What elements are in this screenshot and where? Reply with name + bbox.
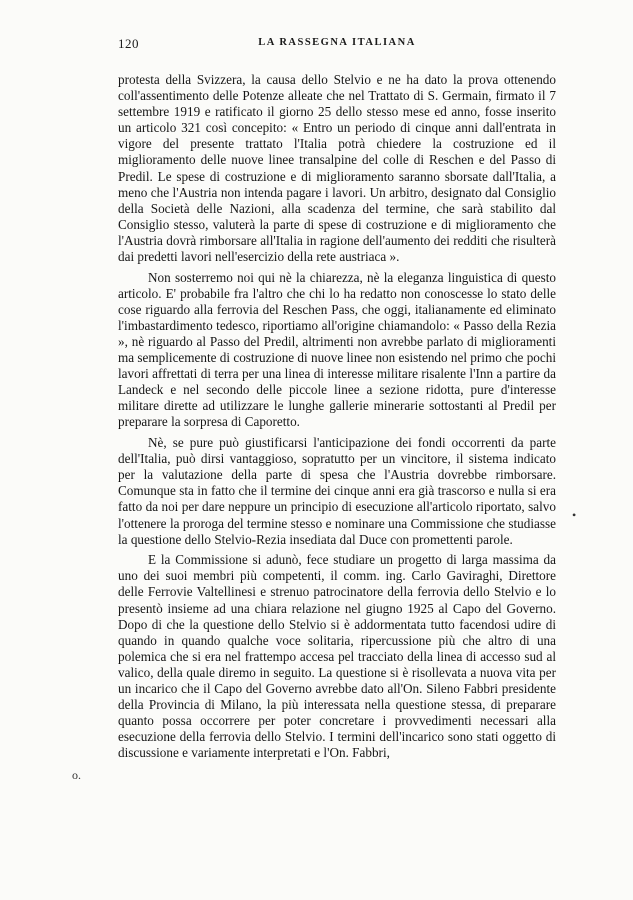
paragraph-continuation: protesta della Svizzera, la causa dello Stelvio e ne ha dato la prova ottenendo coll'assentimento delle Potenze alleate che nel Trattato di S. Germain, firmato il 7 settembre 1919 e ratificato il giorno 25 dello stesso mese ed anno, fosse inserito un articolo 321 così concepito: « Entro un periodo di cinque anni dall'entrata in vigore del presente trattato l'Italia potrà chiedere la costruzione ed il miglioramento delle nuove linee transalpine del colle di Reschen e del Passo di Predil. Le spese di costruzione e di miglioramento saranno sborsate dall'Italia, a meno che l'Austria non intenda pagare i lavori. Un arbitro, designato dal Consiglio della Società delle Nazioni, alla scadenza del termine, che sarà stabilito dal Consiglio stesso, valuterà la parte di spese di costruzione e di miglioramento che l'Austria dovrà rimborsare all'Italia in ragione dell'aumento dei redditi che risulterà dai predetti lavori nell'esercizio della rete austriaca ». xyxy=(118,72,556,265)
journal-title: LA RASSEGNA ITALIANA xyxy=(258,37,416,48)
paragraph: Non sosterremo noi qui nè la chiarezza, nè la eleganza linguistica di questo articolo. E' probabile fra l'altro che chi lo ha redatto non conoscesse lo stato delle cose riguardo alla ferrovia del Reschen Pass, che oggi, italianamente ed eliminato l'imbastardimento tedesco, riportiamo all'origine chiamandolo: « Passo della Rezia », nè riguardo al Passo del Predil, altrimenti non avrebbe parlato di miglioramenti ma semplicemente di costruzione di nuove linee non esistendo nel primo che pochi lavori affrettati di terra per una linea di interesse militare risalente l'Inn a partire da Landeck e nel secondo delle piccole linee a sezione ridotta, pure d'interesse militare dirette ad utilizzare le lunghe gallerie minerarie sottostanti al Predil per preparare la sorpresa di Caporetto. xyxy=(118,269,556,430)
paragraph: Nè, se pure può giustificarsi l'anticipazione dei fondi occorrenti da parte dell'Italia, può dirsi vantaggioso, sopratutto per un vincitore, il sistema indicato per la valutazione della parte di spesa che l'Austria dovrebbe rimborsare. Comunque sta in fatto che il termine dei cinque anni era già trascorso e nulla si era fatto da noi per dare neppure un principio di esecuzione all'articolo riportato, salvo l'ottenere la proroga del termine stesso e nominare una Commissione che studiasse la questione dello Stelvio-Rezia insediata dal Duce con promettenti parole. xyxy=(118,435,556,547)
page-number: 120 xyxy=(118,36,139,51)
margin-mark: o. xyxy=(72,768,81,782)
running-head xyxy=(118,36,556,52)
margin-mark: • xyxy=(572,508,577,522)
article-body xyxy=(118,72,556,766)
paragraph: E la Commissione si adunò, fece studiare un progetto di larga massima da uno dei suoi membri più competenti, il comm. ing. Carlo Gaviraghi, Direttore delle Ferrovie Valtellinesi e strenuo patrocinatore della ferrovia dello Stelvio e lo presentò insieme ad una chiara relazione nel giugno 1925 al Capo del Governo. Dopo di che la questione dello Stelvio si è addormentata tutto facendosi udire di quando in quando qualche voce solitaria, ripercussione più che altro di una polemica che si era nel frattempo accesa pel tracciato della linea di accesso sud al valico, della quale diremo in seguito. La questione si è risollevata a nuova vita per un incarico che il Capo del Governo avrebbe dato all'On. Sileno Fabbri presidente della Provincia di Milano, la più interessata nella questione stessa, di preparare quanto possa occorrere per poter concretare i provvedimenti necessari alla esecuzione della ferrovia dello Stelvio. I termini dell'incarico sono stati oggetto di discussione e variamente interpretati e l'On. Fabbri, xyxy=(118,552,556,761)
